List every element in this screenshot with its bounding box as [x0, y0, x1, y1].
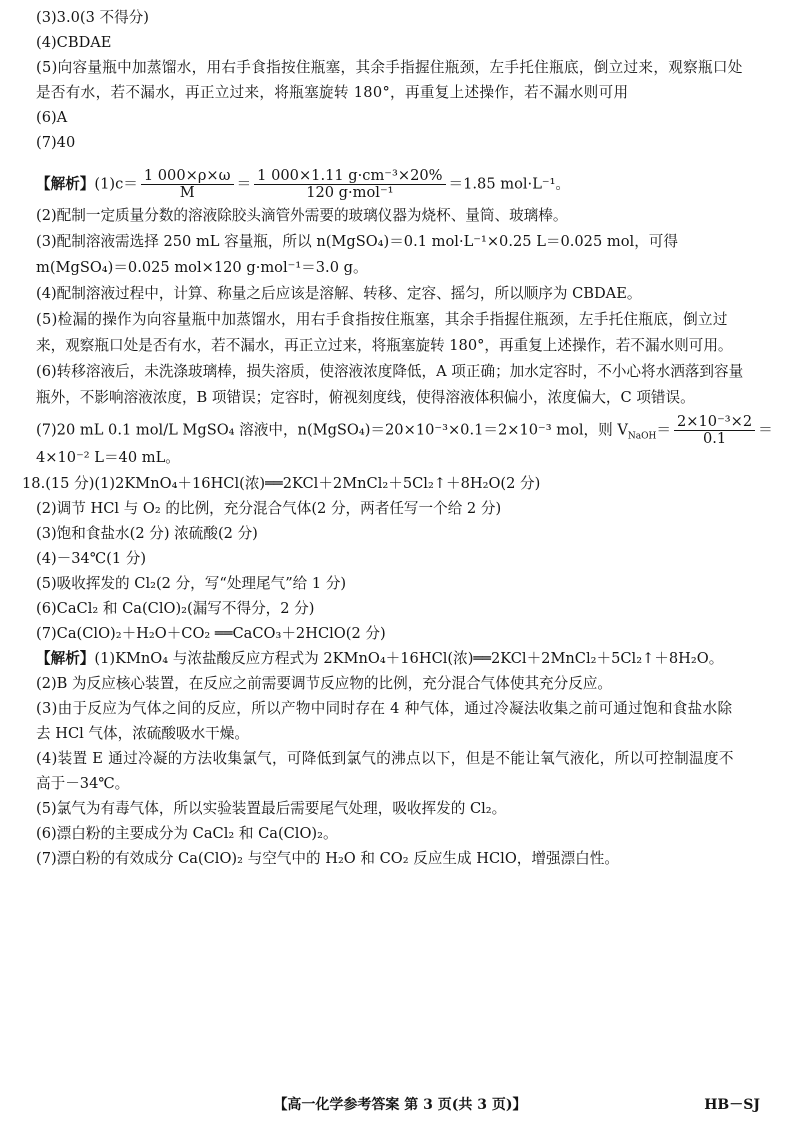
q18-answer-5: (5)吸收挥发的 Cl₂(2 分，写“处理尾气”给 1 分) [36, 575, 347, 592]
analysis18-part1: 【解析】(1)KMnO₄ 与浓盐酸反应方程式为 2KMnO₄＋16HCl(浓)══2KCl＋2MnCl₂＋5Cl₂↑＋8H₂O。 [36, 650, 724, 667]
fraction-concentration-formula: $\frac{1 000\times\rho\times\omega}{M}$ [141, 168, 234, 201]
q18-answer-4: (4)－34℃(1 分) [36, 550, 147, 567]
analysis17-part6-line1: (6)转移溶液后，未洗涤玻璃棒，损失溶质，使溶液浓度降低，A 项正确；加水定容时，不小心将水洒落到容量 [36, 363, 744, 380]
analysis17-part5-line2: 来，观察瓶口处是否有水，若不漏水，再正立过来，将瓶塞旋转 180°，再重复上述操作，若不漏水则可用。 [36, 337, 733, 354]
footer-code: HB－SJ [704, 1097, 760, 1113]
analysis-label: 【解析】 [36, 175, 95, 193]
analysis17-part3-line2: m(MgSO₄)＝0.025 mol×120 g·mol⁻¹＝3.0 g。 [36, 259, 368, 276]
analysis17-part7-line2: 4×10⁻² L＝40 mL。 [36, 449, 180, 466]
analysis17-part6-line2: 瓶外，不影响溶液浓度，B 项错误；定容时，俯视刻度线，使得溶液体积偏小，浓度偏大，C 项错误。 [36, 389, 695, 406]
answer-5-line2: 是否有水，若不漏水，再正立过来，将瓶塞旋转 180°，再重复上述操作，若不漏水则可用 [36, 84, 629, 101]
q18-answer-3: (3)饱和食盐水(2 分) 浓硫酸(2 分) [36, 525, 258, 542]
analysis18-part6: (6)漂白粉的主要成分为 CaCl₂ 和 Ca(ClO)₂。 [36, 825, 338, 842]
analysis17-part7-line1: (7)20 mL 0.1 mol/L MgSO₄ 溶液中，n(MgSO₄)＝20×10⁻³×0.1＝2×10⁻³ mol，则 $V_{NaOH}=$ $\frac{\text{2×10⁻³×2}}{0.1}$ ＝ [36, 413, 773, 447]
answer-6: (6)A [36, 109, 68, 126]
analysis18-part4-line2: 高于－34℃。 [36, 775, 130, 792]
q18-answer-1: 18.(15 分)(1)2KMnO₄＋16HCl(浓)══2KCl＋2MnCl₂＋5Cl₂↑＋8H₂O(2 分) [22, 475, 541, 492]
analysis17-part1: 【解析】(1)c＝ $\frac{1 000\times\rho\times\omega}{M}$ ＝ $\frac{\text{1 000×1.11 g·cm⁻³×20\%}}{\text{120 g·mol⁻¹}}$ ＝1.85 mol·L⁻¹。 [36, 167, 571, 201]
q18-answer-7: (7)Ca(ClO)₂＋H₂O＋CO₂ ══CaCO₃＋2HClO(2 分) [36, 625, 386, 642]
analysis17-part2: (2)配制一定质量分数的溶液除胶头滴管外需要的玻璃仪器为烧杯、量筒、玻璃棒。 [36, 207, 568, 224]
fraction-naoh-volume: $\frac{\text{2×10⁻³×2}}{0.1}$ [674, 414, 755, 447]
analysis18-part3-line1: (3)由于反应为气体之间的反应，所以产物中同时存在 4 种气体，通过冷凝法收集之前可通过饱和食盐水除 [36, 700, 733, 717]
analysis18-part7: (7)漂白粉的有效成分 Ca(ClO)₂ 与空气中的 H₂O 和 CO₂ 反应生成 HClO，增强漂白性。 [36, 850, 619, 867]
analysis18-part4-line1: (4)装置 E 通过冷凝的方法收集氯气，可降低到氯气的沸点以下，但是不能让氧气液化，所以可控制温度不 [36, 750, 734, 767]
q18-answer-2: (2)调节 HCl 与 O₂ 的比例，充分混合气体(2 分，两者任写一个给 2 分) [36, 500, 502, 517]
page-footer: 【高一化学参考答案 第 3 页(共 3 页)】 [273, 1097, 527, 1113]
analysis17-part3-line1: (3)配制溶液需选择 250 mL 容量瓶，所以 n(MgSO₄)＝0.1 mol·L⁻¹×0.25 L＝0.025 mol，可得 [36, 233, 678, 250]
analysis18-part2: (2)B 为反应核心装置，在反应之前需要调节反应物的比例，充分混合气体使其充分反应。 [36, 675, 613, 692]
analysis17-part4: (4)配制溶液过程中，计算、称量之后应该是溶解、转移、定容、摇匀，所以顺序为 CBDAE。 [36, 285, 642, 302]
fraction-concentration-values: $\frac{\text{1 000×1.11 g·cm⁻³×20\%}}{\text{120 g·mol⁻¹}}$ [254, 168, 445, 201]
analysis17-part5-line1: (5)检漏的操作为向容量瓶中加蒸馏水，用右手食指按住瓶塞，其余手指握住瓶颈，左手托住瓶底，倒立过 [36, 311, 728, 328]
analysis18-part5: (5)氯气为有毒气体，所以实验装置最后需要尾气处理，吸收挥发的 Cl₂。 [36, 800, 507, 817]
answer-7: (7)40 [36, 134, 76, 151]
answer-5-line1: (5)向容量瓶中加蒸馏水，用右手食指按住瓶塞，其余手指握住瓶颈，左手托住瓶底，倒立过来，观察瓶口处 [36, 59, 743, 76]
analysis18-part3-line2: 去 HCl 气体，浓硫酸吸水干燥。 [36, 725, 249, 742]
answer-3: (3)3.0(3 不得分) [36, 9, 149, 26]
analysis-label: 【解析】 [36, 650, 95, 667]
q18-answer-6: (6)CaCl₂ 和 Ca(ClO)₂(漏写不得分，2 分) [36, 600, 315, 617]
answer-4: (4)CBDAE [36, 34, 112, 51]
